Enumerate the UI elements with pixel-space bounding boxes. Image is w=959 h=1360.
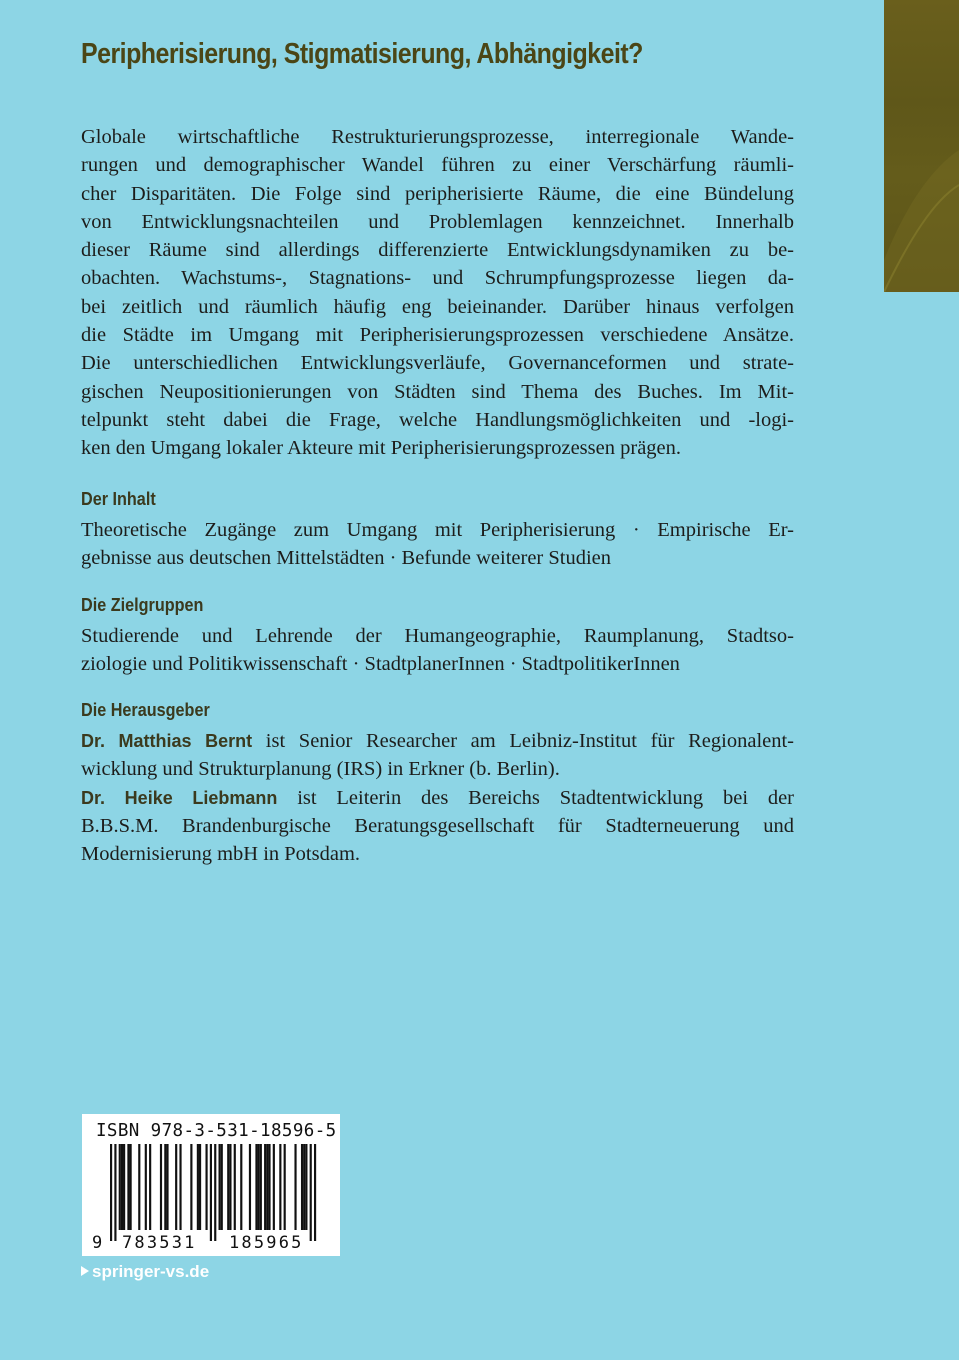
editor2-line: B.B.S.M. Brandenburgische Beratungsgesellschaft für Stadterneuerung und [81, 814, 794, 837]
barcode-bar [273, 1144, 275, 1230]
inhalt-line: gebnisse aus deutschen Mittelstädten · Befunde weiterer Studien [81, 547, 612, 570]
editor2-desc: ist Leiterin des Bereichs Stadtentwicklung bei der [277, 786, 794, 809]
intro-line: obachten. Wachstums-, Stagnations- und Schrumpfungsprozesse liegen da- [81, 267, 794, 290]
barcode-bar [229, 1144, 231, 1230]
editor2-name: Dr. Heike Liebmann [81, 787, 278, 808]
intro-line: dieser Räume sind allerdings differenzierte Entwicklungsdynamiken zu be- [81, 239, 794, 262]
barcode-bar [138, 1144, 140, 1230]
barcode-bar [160, 1144, 162, 1230]
barcode-bar [145, 1144, 147, 1230]
inhalt-text [81, 516, 794, 573]
intro-line: cher Disparitäten. Die Folge sind peripherisierte Räume, die eine Bündelung [81, 182, 794, 205]
barcode-bar [197, 1144, 199, 1230]
barcode-digits-left: 783531 [122, 1233, 197, 1253]
intro-line: telpunkt steht dabei die Frage, welche Handlungsmöglichkeiten und -logi- [81, 408, 794, 431]
barcode-bar [258, 1144, 260, 1230]
website-label: springer-vs.de [92, 1262, 210, 1281]
barcode-bar [284, 1144, 286, 1230]
zielgruppen-heading: Die Zielgruppen [81, 595, 204, 615]
intro-paragraph [81, 123, 794, 463]
barcode-bar [314, 1144, 316, 1241]
intro-line: Globale wirtschaftliche Restrukturierungsprozesse, interregionale Wande- [81, 126, 794, 148]
barcode-bar [214, 1144, 216, 1241]
intro-line: gischen Neupositionierungen von Städten sind Thema des Buches. Im Mit- [81, 380, 794, 403]
inhalt-line: Theoretische Zugänge zum Umgang mit Peripherisierung · Empirische Er- [81, 519, 794, 541]
barcode-bar [219, 1144, 221, 1230]
barcode-bar [294, 1144, 296, 1230]
publisher-website[interactable] [81, 1262, 209, 1282]
barcode-bar [130, 1144, 132, 1230]
zielgruppen-text [81, 622, 794, 679]
barcode-bar [249, 1144, 251, 1230]
barcode-bar [266, 1144, 268, 1230]
barcode-bar [205, 1144, 207, 1230]
barcode-bar [305, 1144, 307, 1230]
barcode-bar [164, 1144, 166, 1230]
barcode-bar [166, 1144, 168, 1230]
barcode-bar [221, 1144, 223, 1230]
barcode-bar [149, 1144, 151, 1230]
herausgeber-text [81, 727, 794, 868]
barcode-bar [234, 1144, 236, 1230]
zielgruppen-line: Studierende und Lehrende der Humangeographie, Raumplanung, Stadtso- [81, 625, 794, 647]
zielgruppen-line: ziologie und Politikwissenschaft · StadtplanerInnen · StadtpolitikerInnen [81, 653, 680, 676]
editor1-desc: ist Senior Researcher am Leibniz-Institut für Regionalent- [252, 730, 795, 752]
editor1-line: wicklung und Strukturplanung (IRS) in Erkner (b. Berlin). [81, 758, 560, 781]
intro-line: bei zeitlich und räumlich häufig eng beieinander. Darüber hinaus verfolgen [81, 295, 794, 318]
barcode-bar [279, 1144, 281, 1230]
barcode-bar [210, 1144, 212, 1241]
barcode-bar [227, 1144, 229, 1230]
barcode-bar [190, 1144, 192, 1230]
barcode-bar [255, 1144, 257, 1230]
book-title: Peripherisierung, Stigmatisierung, Abhängigkeit? [81, 38, 643, 70]
barcode-bar [240, 1144, 242, 1230]
barcode-digit-first: 9 [92, 1233, 103, 1253]
intro-line: rungen und demographischer Wandel führen zu einer Verschärfung räumli- [81, 154, 794, 177]
barcode-bar [119, 1144, 121, 1230]
barcode-bar [179, 1144, 181, 1230]
editor1-line [81, 727, 794, 755]
isbn-label: ISBN 978-3-531-18596-5 [96, 1121, 337, 1141]
barcode-digits-right: 185965 [229, 1233, 304, 1253]
barcode-bar [127, 1144, 129, 1230]
editor2-line: Modernisierung mbH in Potsdam. [81, 843, 361, 866]
barcode-bar [114, 1144, 116, 1241]
barcode-bar [199, 1144, 201, 1230]
herausgeber-heading: Die Herausgeber [81, 700, 210, 720]
arrow-right-icon [81, 1266, 89, 1276]
barcode-bar [121, 1144, 123, 1230]
isbn-barcode [82, 1114, 340, 1256]
accent-curve-decoration [884, 0, 959, 292]
barcode-bar [260, 1144, 262, 1230]
barcode-bar [301, 1144, 303, 1230]
barcode-bar [268, 1144, 270, 1230]
intro-line: Die unterschiedlichen Entwicklungsverläufe, Governanceformen und strate- [81, 352, 794, 375]
inhalt-heading: Der Inhalt [81, 489, 156, 509]
barcode-bar [123, 1144, 125, 1230]
barcode-bar [310, 1144, 312, 1241]
editor1-name: Dr. Matthias Bernt [81, 731, 253, 751]
editor2-line [81, 784, 794, 812]
intro-line: ken den Umgang lokaler Akteure mit Peripherisierungsprozessen prägen. [81, 437, 682, 460]
barcode-bar [175, 1144, 177, 1230]
barcode-bar [303, 1144, 305, 1230]
intro-line: die Städte im Umgang mit Peripherisierungsprozessen verschiedene Ansätze. [81, 324, 794, 347]
barcode-bar [110, 1144, 112, 1241]
cover-accent-tab [884, 0, 959, 292]
barcode-bar [264, 1144, 266, 1230]
intro-line: von Entwicklungsnachteilen und Problemlagen kennzeichnet. Innerhalb [81, 210, 794, 233]
